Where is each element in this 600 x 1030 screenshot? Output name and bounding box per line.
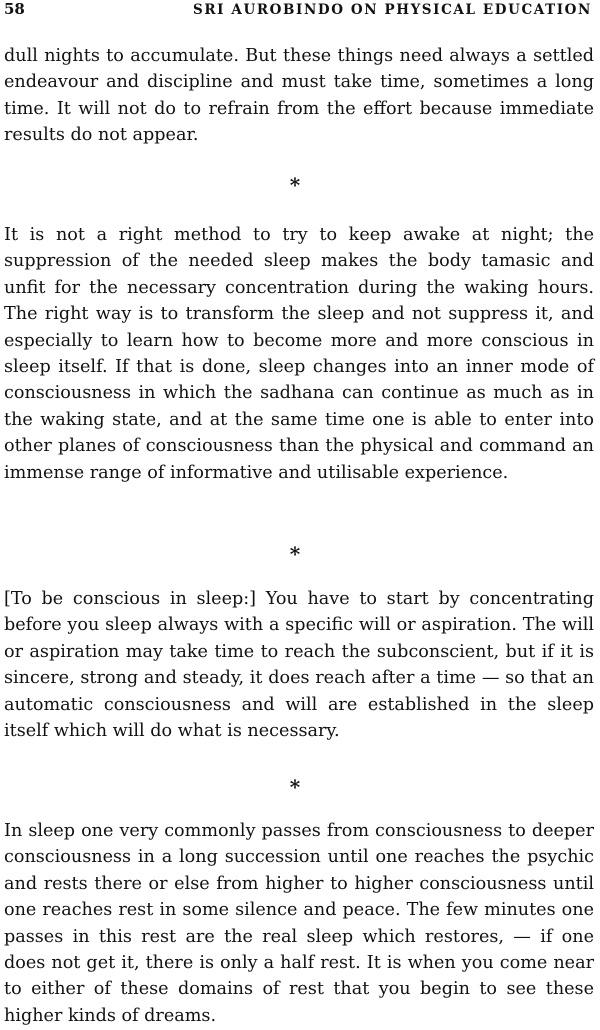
section-separator-3: * <box>289 775 301 799</box>
paragraph-4: In sleep one very commonly passes from consciousness to deeper consciousness in a long succession until one reaches the psychic and rests there or else from higher to higher consciousness until one reaches rest in some silence and peace. The few minutes one passes in this rest are the real sleep which restores, — if one does not get it, there is only a half rest. It is when you come near to either of these domains of rest that you begin to see these higher kinds of dreams. <box>4 821 594 1026</box>
running-head: SRI AUROBINDO ON PHYSICAL EDUCATION <box>193 2 592 18</box>
page-header <box>4 0 592 26</box>
section-separator-1: * <box>289 173 301 197</box>
paragraph-2: It is not a right method to try to keep awake at night; the suppression of the needed sleep makes the body tamasic and unfit for the necessary concentration during the waking hours. The right way is to transform the sleep and not suppress it, and especially to learn how to become more and more conscious in sleep itself. If that is done, sleep changes into an inner mode of consciousness in which the sadhana can continue as much as in the waking state, and at the same time one is able to enter into other planes of consciousness than the physical and command an immense range of informative and utilisable experience. <box>4 225 594 483</box>
paragraph-3: [To be conscious in sleep:] You have to start by concentrating before you sleep always with a specific will or aspiration. The will or aspiration may take time to reach the subconscient, but if it is sincere, strong and steady, it does reach after a time — so that an automatic consciousness and will are established in the sleep itself which will do what is necessary. <box>4 589 594 742</box>
paragraph-1: dull nights to accumulate. But these things need always a settled endeavour and discipline and must take time, sometimes a long time. It will not do to refrain from the effort because immediate results do not appear. <box>4 46 594 146</box>
section-separator-2: * <box>289 542 301 566</box>
page-number: 58 <box>4 0 25 18</box>
